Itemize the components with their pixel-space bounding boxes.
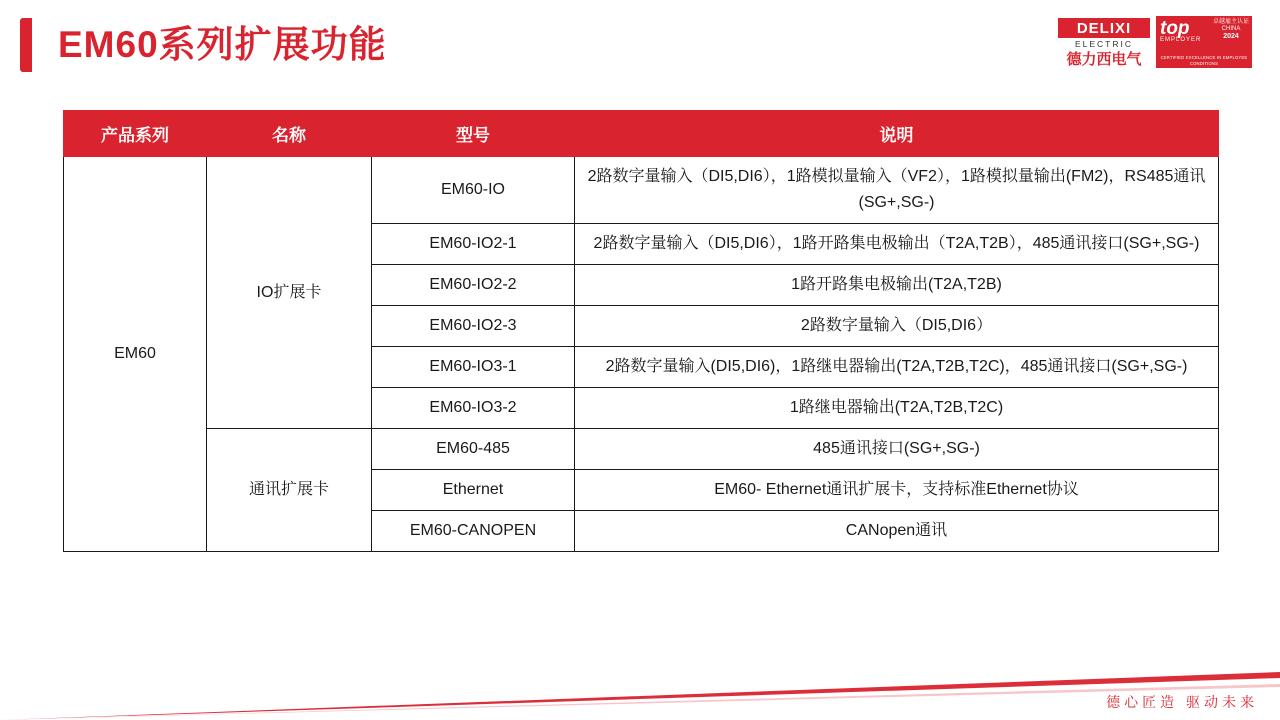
top-employer-cn: 卓越雇主认证: [1212, 19, 1249, 25]
top-employer-employer: EMPLOYER: [1160, 37, 1202, 43]
top-employer-meta: [1213, 19, 1249, 40]
table-row: [64, 429, 1219, 470]
top-employer-country: CHINA: [1221, 26, 1241, 32]
table-header-row: [64, 111, 1219, 157]
column-header-desc: 说明: [575, 111, 1219, 157]
title-accent-bar: [20, 18, 32, 72]
column-header-model: 型号: [372, 111, 575, 157]
column-header-series: 产品系列: [64, 111, 207, 157]
cell-desc: 2路数字量输入(DI5,DI6)，1路继电器输出(T2A,T2B,T2C)，485通讯接口(SG+,SG-): [575, 347, 1219, 388]
slide-header: [0, 0, 1280, 92]
top-employer-certified: CERTIFIED EXCELLENCE IN EMPLOYEE CONDITIONS: [1160, 55, 1248, 66]
cell-desc: 1路开路集电极输出(T2A,T2B): [575, 265, 1219, 306]
spec-table-container: [63, 110, 1218, 552]
cell-series-em60: EM60: [64, 157, 207, 552]
top-employer-word: top: [1160, 18, 1190, 39]
top-employer-year: 2024: [1223, 33, 1239, 40]
spec-table-body: [64, 157, 1219, 552]
cell-name-comm-card: 通讯扩展卡: [207, 429, 372, 552]
delixi-logo-brand-cn: 德力西电气: [1066, 51, 1142, 68]
cell-name-io-card: IO扩展卡: [207, 157, 372, 429]
cell-model: EM60-IO2-2: [372, 265, 575, 306]
delixi-logo-brand-sub: ELECTRIC: [1074, 39, 1134, 49]
cell-desc: 2路数字量输入（DI5,DI6）: [575, 306, 1219, 347]
delixi-logo: [1058, 16, 1150, 69]
cell-model: EM60-IO2-1: [372, 224, 575, 265]
cell-desc: 2路数字量输入（DI5,DI6），1路模拟量输入（VF2），1路模拟量输出(FM2)，RS485通讯(SG+,SG-): [575, 157, 1219, 224]
cell-model: EM60-IO3-2: [372, 388, 575, 429]
footer-decoration: [0, 654, 1280, 720]
cell-model: EM60-IO2-3: [372, 306, 575, 347]
cell-model: EM60-CANOPEN: [372, 511, 575, 552]
cell-desc: 485通讯接口(SG+,SG-): [575, 429, 1219, 470]
top-employer-wordmark: [1160, 19, 1201, 44]
cell-desc: 2路数字量输入（DI5,DI6），1路开路集电极输出（T2A,T2B），485通讯接口(SG+,SG-): [575, 224, 1219, 265]
top-employer-badge-top: [1156, 16, 1252, 44]
column-header-name: 名称: [207, 111, 372, 157]
cell-desc: EM60- Ethernet通讯扩展卡，支持标准Ethernet协议: [575, 470, 1219, 511]
cell-model: EM60-IO3-1: [372, 347, 575, 388]
page-title: EM60系列扩展功能: [58, 24, 387, 65]
cell-model: EM60-485: [372, 429, 575, 470]
table-row: [64, 157, 1219, 224]
cell-desc: 1路继电器输出(T2A,T2B,T2C): [575, 388, 1219, 429]
spec-table-head: [64, 111, 1219, 157]
cell-desc: CANopen通讯: [575, 511, 1219, 552]
delixi-logo-brand-en: DELIXI: [1058, 18, 1150, 38]
cell-model: Ethernet: [372, 470, 575, 511]
top-employer-badge: [1156, 16, 1252, 68]
footer-slogan: 德心匠造 驱动未来: [1106, 694, 1258, 710]
logo-area: [1058, 16, 1252, 69]
cell-model: EM60-IO: [372, 157, 575, 224]
slide-footer: [0, 654, 1280, 720]
spec-table: [63, 110, 1219, 552]
